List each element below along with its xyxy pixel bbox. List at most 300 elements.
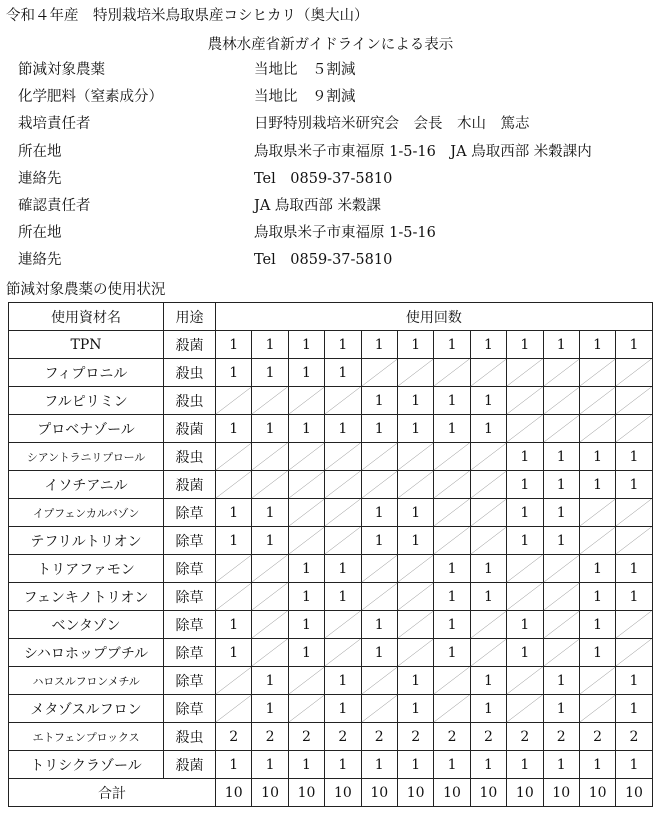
count-cell: 1 xyxy=(361,387,397,415)
empty-count-cell xyxy=(434,695,470,723)
info-row xyxy=(0,140,661,167)
empty-count-cell xyxy=(397,471,433,499)
empty-count-cell xyxy=(252,443,288,471)
info-value: 当地比 ９割減 xyxy=(254,89,356,105)
info-label: 連絡先 xyxy=(18,171,62,187)
empty-slash-icon xyxy=(507,583,542,610)
count-cell: 1 xyxy=(507,527,543,555)
empty-count-cell xyxy=(397,583,433,611)
empty-slash-icon xyxy=(289,527,324,554)
empty-count-cell xyxy=(361,443,397,471)
empty-count-cell xyxy=(616,611,652,639)
empty-count-cell xyxy=(216,443,252,471)
empty-count-cell xyxy=(361,667,397,695)
use-cell: 殺虫 xyxy=(164,359,216,387)
table-row xyxy=(9,583,653,611)
count-cell: 1 xyxy=(579,443,615,471)
empty-slash-icon xyxy=(471,527,506,554)
empty-count-cell xyxy=(507,667,543,695)
empty-slash-icon xyxy=(289,471,324,498)
count-cell: 1 xyxy=(616,443,652,471)
empty-slash-icon xyxy=(471,639,506,666)
empty-count-cell xyxy=(397,611,433,639)
info-row xyxy=(0,221,661,248)
empty-count-cell xyxy=(434,499,470,527)
count-cell: 1 xyxy=(543,331,579,359)
empty-slash-icon xyxy=(616,415,651,442)
count-cell: 1 xyxy=(252,499,288,527)
empty-slash-icon xyxy=(398,471,433,498)
empty-slash-icon xyxy=(616,387,651,414)
info-row xyxy=(0,248,661,275)
empty-count-cell xyxy=(361,583,397,611)
count-cell: 2 xyxy=(434,723,470,751)
table-row xyxy=(9,639,653,667)
count-cell: 1 xyxy=(361,331,397,359)
empty-slash-icon xyxy=(580,387,615,414)
material-name-cell: シハロホップブチル xyxy=(9,639,164,667)
empty-count-cell xyxy=(288,471,324,499)
empty-slash-icon xyxy=(252,387,287,414)
count-cell: 1 xyxy=(507,639,543,667)
empty-slash-icon xyxy=(544,583,579,610)
empty-slash-icon xyxy=(252,611,287,638)
empty-slash-icon xyxy=(398,639,433,666)
count-cell: 1 xyxy=(361,415,397,443)
empty-count-cell xyxy=(543,415,579,443)
info-row xyxy=(0,58,661,85)
count-cell: 2 xyxy=(252,723,288,751)
empty-count-cell xyxy=(252,471,288,499)
count-cell: 1 xyxy=(288,751,324,779)
info-value: 鳥取県米子市東福原 1-5-16 xyxy=(254,225,436,241)
empty-slash-icon xyxy=(252,583,287,610)
empty-slash-icon xyxy=(616,499,651,526)
count-cell: 1 xyxy=(543,499,579,527)
count-cell: 1 xyxy=(325,359,361,387)
count-cell: 1 xyxy=(216,751,252,779)
table-row xyxy=(9,555,653,583)
empty-slash-icon xyxy=(289,387,324,414)
total-count-cell: 10 xyxy=(434,779,470,807)
empty-slash-icon xyxy=(362,471,397,498)
count-cell: 1 xyxy=(397,695,433,723)
empty-slash-icon xyxy=(362,359,397,386)
info-label: 確認責任者 xyxy=(18,198,91,214)
empty-count-cell xyxy=(434,471,470,499)
count-cell: 1 xyxy=(579,751,615,779)
empty-slash-icon xyxy=(252,555,287,582)
count-cell: 2 xyxy=(361,723,397,751)
empty-count-cell xyxy=(252,387,288,415)
empty-count-cell xyxy=(397,443,433,471)
count-cell: 1 xyxy=(361,639,397,667)
empty-count-cell xyxy=(507,387,543,415)
count-cell: 1 xyxy=(325,583,361,611)
empty-count-cell xyxy=(470,499,506,527)
count-cell: 2 xyxy=(325,723,361,751)
empty-slash-icon xyxy=(325,443,360,470)
empty-slash-icon xyxy=(580,667,615,694)
count-cell: 1 xyxy=(470,387,506,415)
empty-slash-icon xyxy=(362,443,397,470)
total-count-cell: 10 xyxy=(397,779,433,807)
count-cell: 1 xyxy=(397,527,433,555)
empty-count-cell xyxy=(616,639,652,667)
empty-count-cell xyxy=(507,583,543,611)
count-cell: 1 xyxy=(579,331,615,359)
empty-slash-icon xyxy=(434,695,469,722)
empty-slash-icon xyxy=(544,415,579,442)
empty-count-cell xyxy=(470,527,506,555)
use-cell: 殺菌 xyxy=(164,331,216,359)
info-label: 栽培責任者 xyxy=(18,116,91,132)
table-row xyxy=(9,415,653,443)
count-cell: 1 xyxy=(288,583,324,611)
count-cell: 1 xyxy=(252,695,288,723)
table-row xyxy=(9,667,653,695)
count-cell: 1 xyxy=(252,331,288,359)
empty-slash-icon xyxy=(325,387,360,414)
empty-count-cell xyxy=(616,527,652,555)
count-cell: 1 xyxy=(543,443,579,471)
count-cell: 1 xyxy=(252,667,288,695)
empty-slash-icon xyxy=(434,527,469,554)
count-cell: 1 xyxy=(252,527,288,555)
count-cell: 1 xyxy=(216,499,252,527)
empty-slash-icon xyxy=(434,471,469,498)
empty-slash-icon xyxy=(616,611,651,638)
count-cell: 1 xyxy=(616,471,652,499)
count-cell: 1 xyxy=(361,751,397,779)
empty-count-cell xyxy=(288,443,324,471)
empty-slash-icon xyxy=(616,527,651,554)
count-cell: 1 xyxy=(434,415,470,443)
count-cell: 1 xyxy=(397,331,433,359)
total-count-cell: 10 xyxy=(361,779,397,807)
empty-slash-icon xyxy=(325,527,360,554)
empty-slash-icon xyxy=(325,639,360,666)
empty-slash-icon xyxy=(398,583,433,610)
material-name-cell: イソチアニル xyxy=(9,471,164,499)
table-body xyxy=(9,331,653,807)
use-cell: 殺菌 xyxy=(164,415,216,443)
material-name-cell: ベンタゾン xyxy=(9,611,164,639)
count-cell: 1 xyxy=(616,555,652,583)
info-label: 連絡先 xyxy=(18,252,62,268)
empty-slash-icon xyxy=(616,639,651,666)
total-count-cell: 10 xyxy=(325,779,361,807)
count-cell: 1 xyxy=(470,331,506,359)
empty-slash-icon xyxy=(507,359,542,386)
table-row xyxy=(9,611,653,639)
empty-count-cell xyxy=(616,359,652,387)
count-cell: 1 xyxy=(507,471,543,499)
use-cell: 除草 xyxy=(164,695,216,723)
use-cell: 除草 xyxy=(164,499,216,527)
empty-slash-icon xyxy=(544,555,579,582)
empty-count-cell xyxy=(434,527,470,555)
count-cell: 1 xyxy=(216,359,252,387)
empty-count-cell xyxy=(216,667,252,695)
empty-count-cell xyxy=(579,387,615,415)
total-count-cell: 10 xyxy=(579,779,615,807)
empty-slash-icon xyxy=(507,555,542,582)
page-title: 令和４年産 特別栽培米鳥取県産コシヒカリ（奥大山） xyxy=(6,8,369,24)
empty-slash-icon xyxy=(289,443,324,470)
empty-slash-icon xyxy=(580,359,615,386)
empty-count-cell xyxy=(325,527,361,555)
total-count-cell: 10 xyxy=(252,779,288,807)
count-cell: 1 xyxy=(397,415,433,443)
count-cell: 1 xyxy=(507,499,543,527)
empty-count-cell xyxy=(616,387,652,415)
material-name-cell: フルピリミン xyxy=(9,387,164,415)
empty-count-cell xyxy=(361,555,397,583)
use-cell: 除草 xyxy=(164,527,216,555)
count-cell: 1 xyxy=(470,667,506,695)
empty-count-cell xyxy=(470,471,506,499)
empty-count-cell xyxy=(397,639,433,667)
empty-count-cell xyxy=(216,583,252,611)
material-name-cell: ハロスルフロンメチル xyxy=(9,667,164,695)
empty-count-cell xyxy=(325,471,361,499)
table-row xyxy=(9,695,653,723)
empty-count-cell xyxy=(288,499,324,527)
empty-count-cell xyxy=(470,639,506,667)
count-cell: 2 xyxy=(579,723,615,751)
info-value: 当地比 ５割減 xyxy=(254,62,356,78)
empty-slash-icon xyxy=(216,583,251,610)
count-cell: 1 xyxy=(507,331,543,359)
empty-count-cell xyxy=(252,555,288,583)
use-cell: 殺虫 xyxy=(164,723,216,751)
count-cell: 1 xyxy=(216,415,252,443)
use-cell: 除草 xyxy=(164,555,216,583)
table-row xyxy=(9,723,653,751)
empty-slash-icon xyxy=(471,443,506,470)
empty-slash-icon xyxy=(434,443,469,470)
count-cell: 1 xyxy=(616,695,652,723)
empty-count-cell xyxy=(252,611,288,639)
material-name-cell: フィプロニル xyxy=(9,359,164,387)
count-cell: 2 xyxy=(470,723,506,751)
empty-count-cell xyxy=(543,359,579,387)
count-cell: 1 xyxy=(288,611,324,639)
count-cell: 2 xyxy=(288,723,324,751)
table-row xyxy=(9,527,653,555)
count-cell: 1 xyxy=(470,555,506,583)
info-label: 所在地 xyxy=(18,144,62,160)
count-cell: 1 xyxy=(616,751,652,779)
total-count-cell: 10 xyxy=(216,779,252,807)
empty-count-cell xyxy=(434,667,470,695)
empty-slash-icon xyxy=(544,611,579,638)
count-cell: 1 xyxy=(543,667,579,695)
count-cell: 1 xyxy=(288,359,324,387)
count-cell: 1 xyxy=(616,331,652,359)
count-cell: 1 xyxy=(579,611,615,639)
count-cell: 1 xyxy=(397,667,433,695)
total-count-cell: 10 xyxy=(288,779,324,807)
count-cell: 1 xyxy=(325,667,361,695)
empty-count-cell xyxy=(543,611,579,639)
empty-slash-icon xyxy=(507,667,542,694)
material-name-cell: トリアファモン xyxy=(9,555,164,583)
count-cell: 1 xyxy=(288,415,324,443)
material-name-cell: エトフェンプロックス xyxy=(9,723,164,751)
empty-count-cell xyxy=(216,387,252,415)
total-count-cell: 10 xyxy=(470,779,506,807)
table-row xyxy=(9,751,653,779)
material-name-cell: トリシクラゾール xyxy=(9,751,164,779)
empty-count-cell xyxy=(434,443,470,471)
header-use: 用途 xyxy=(164,303,216,331)
count-cell: 1 xyxy=(397,751,433,779)
empty-slash-icon xyxy=(398,555,433,582)
info-label: 化学肥料（窒素成分） xyxy=(18,89,163,105)
material-name-cell: TPN xyxy=(9,331,164,359)
empty-slash-icon xyxy=(544,639,579,666)
empty-count-cell xyxy=(252,583,288,611)
count-cell: 1 xyxy=(216,639,252,667)
material-name-cell: プロベナゾール xyxy=(9,415,164,443)
empty-slash-icon xyxy=(362,555,397,582)
empty-count-cell xyxy=(579,415,615,443)
empty-count-cell xyxy=(325,639,361,667)
count-cell: 1 xyxy=(543,751,579,779)
empty-slash-icon xyxy=(216,667,251,694)
empty-slash-icon xyxy=(325,471,360,498)
empty-count-cell xyxy=(543,555,579,583)
empty-slash-icon xyxy=(252,639,287,666)
count-cell: 1 xyxy=(216,611,252,639)
count-cell: 1 xyxy=(470,415,506,443)
empty-count-cell xyxy=(288,667,324,695)
empty-count-cell xyxy=(325,443,361,471)
info-value: Tel 0859-37-5810 xyxy=(254,171,393,187)
count-cell: 1 xyxy=(252,415,288,443)
count-cell: 1 xyxy=(543,471,579,499)
count-cell: 1 xyxy=(507,751,543,779)
empty-count-cell xyxy=(616,415,652,443)
count-cell: 2 xyxy=(507,723,543,751)
count-cell: 1 xyxy=(543,695,579,723)
count-cell: 1 xyxy=(507,443,543,471)
empty-count-cell xyxy=(579,499,615,527)
info-value: JA 鳥取西部 米穀課 xyxy=(254,198,382,214)
count-cell: 1 xyxy=(434,331,470,359)
empty-slash-icon xyxy=(216,471,251,498)
count-cell: 1 xyxy=(616,583,652,611)
page-subtitle: 農林水産省新ガイドラインによる表示 xyxy=(207,37,454,53)
empty-count-cell xyxy=(252,639,288,667)
empty-slash-icon xyxy=(216,387,251,414)
empty-count-cell xyxy=(470,359,506,387)
count-cell: 1 xyxy=(434,639,470,667)
material-name-cell: メタゾスルフロン xyxy=(9,695,164,723)
empty-count-cell xyxy=(507,415,543,443)
table-row xyxy=(9,443,653,471)
empty-count-cell xyxy=(216,555,252,583)
count-cell: 1 xyxy=(434,751,470,779)
empty-slash-icon xyxy=(580,527,615,554)
count-cell: 1 xyxy=(543,527,579,555)
empty-count-cell xyxy=(397,359,433,387)
count-cell: 1 xyxy=(434,387,470,415)
empty-slash-icon xyxy=(471,471,506,498)
empty-count-cell xyxy=(325,499,361,527)
empty-slash-icon xyxy=(216,443,251,470)
info-row xyxy=(0,167,661,194)
info-value: Tel 0859-37-5810 xyxy=(254,252,393,268)
count-cell: 2 xyxy=(543,723,579,751)
table-row xyxy=(9,499,653,527)
count-cell: 1 xyxy=(579,639,615,667)
empty-count-cell xyxy=(507,555,543,583)
empty-slash-icon xyxy=(471,499,506,526)
table-row xyxy=(9,471,653,499)
count-cell: 2 xyxy=(216,723,252,751)
count-cell: 1 xyxy=(325,415,361,443)
count-cell: 1 xyxy=(361,527,397,555)
empty-slash-icon xyxy=(507,415,542,442)
count-cell: 1 xyxy=(325,555,361,583)
count-cell: 1 xyxy=(507,611,543,639)
empty-count-cell xyxy=(579,359,615,387)
pesticide-usage-table xyxy=(8,302,653,807)
empty-count-cell xyxy=(325,387,361,415)
count-cell: 1 xyxy=(361,499,397,527)
empty-count-cell xyxy=(288,527,324,555)
count-cell: 1 xyxy=(288,331,324,359)
count-cell: 1 xyxy=(397,499,433,527)
use-cell: 除草 xyxy=(164,667,216,695)
empty-slash-icon xyxy=(398,611,433,638)
table-row xyxy=(9,331,653,359)
empty-count-cell xyxy=(543,387,579,415)
empty-count-cell xyxy=(470,611,506,639)
empty-slash-icon xyxy=(434,667,469,694)
count-cell: 1 xyxy=(325,331,361,359)
use-cell: 殺虫 xyxy=(164,443,216,471)
total-count-cell: 10 xyxy=(543,779,579,807)
header-usage-count: 使用回数 xyxy=(216,303,653,331)
use-cell: 除草 xyxy=(164,611,216,639)
empty-count-cell xyxy=(543,583,579,611)
empty-slash-icon xyxy=(325,499,360,526)
material-name-cell: フェンキノトリオン xyxy=(9,583,164,611)
empty-slash-icon xyxy=(580,695,615,722)
table-row xyxy=(9,387,653,415)
empty-count-cell xyxy=(579,667,615,695)
empty-slash-icon xyxy=(507,387,542,414)
count-cell: 1 xyxy=(252,359,288,387)
empty-count-cell xyxy=(543,639,579,667)
count-cell: 2 xyxy=(397,723,433,751)
empty-slash-icon xyxy=(471,611,506,638)
empty-count-cell xyxy=(361,359,397,387)
count-cell: 1 xyxy=(470,695,506,723)
empty-slash-icon xyxy=(616,359,651,386)
info-row xyxy=(0,194,661,221)
empty-count-cell xyxy=(616,499,652,527)
empty-count-cell xyxy=(397,555,433,583)
count-cell: 1 xyxy=(616,667,652,695)
total-label: 合計 xyxy=(9,779,216,807)
count-cell: 1 xyxy=(470,583,506,611)
count-cell: 1 xyxy=(252,751,288,779)
